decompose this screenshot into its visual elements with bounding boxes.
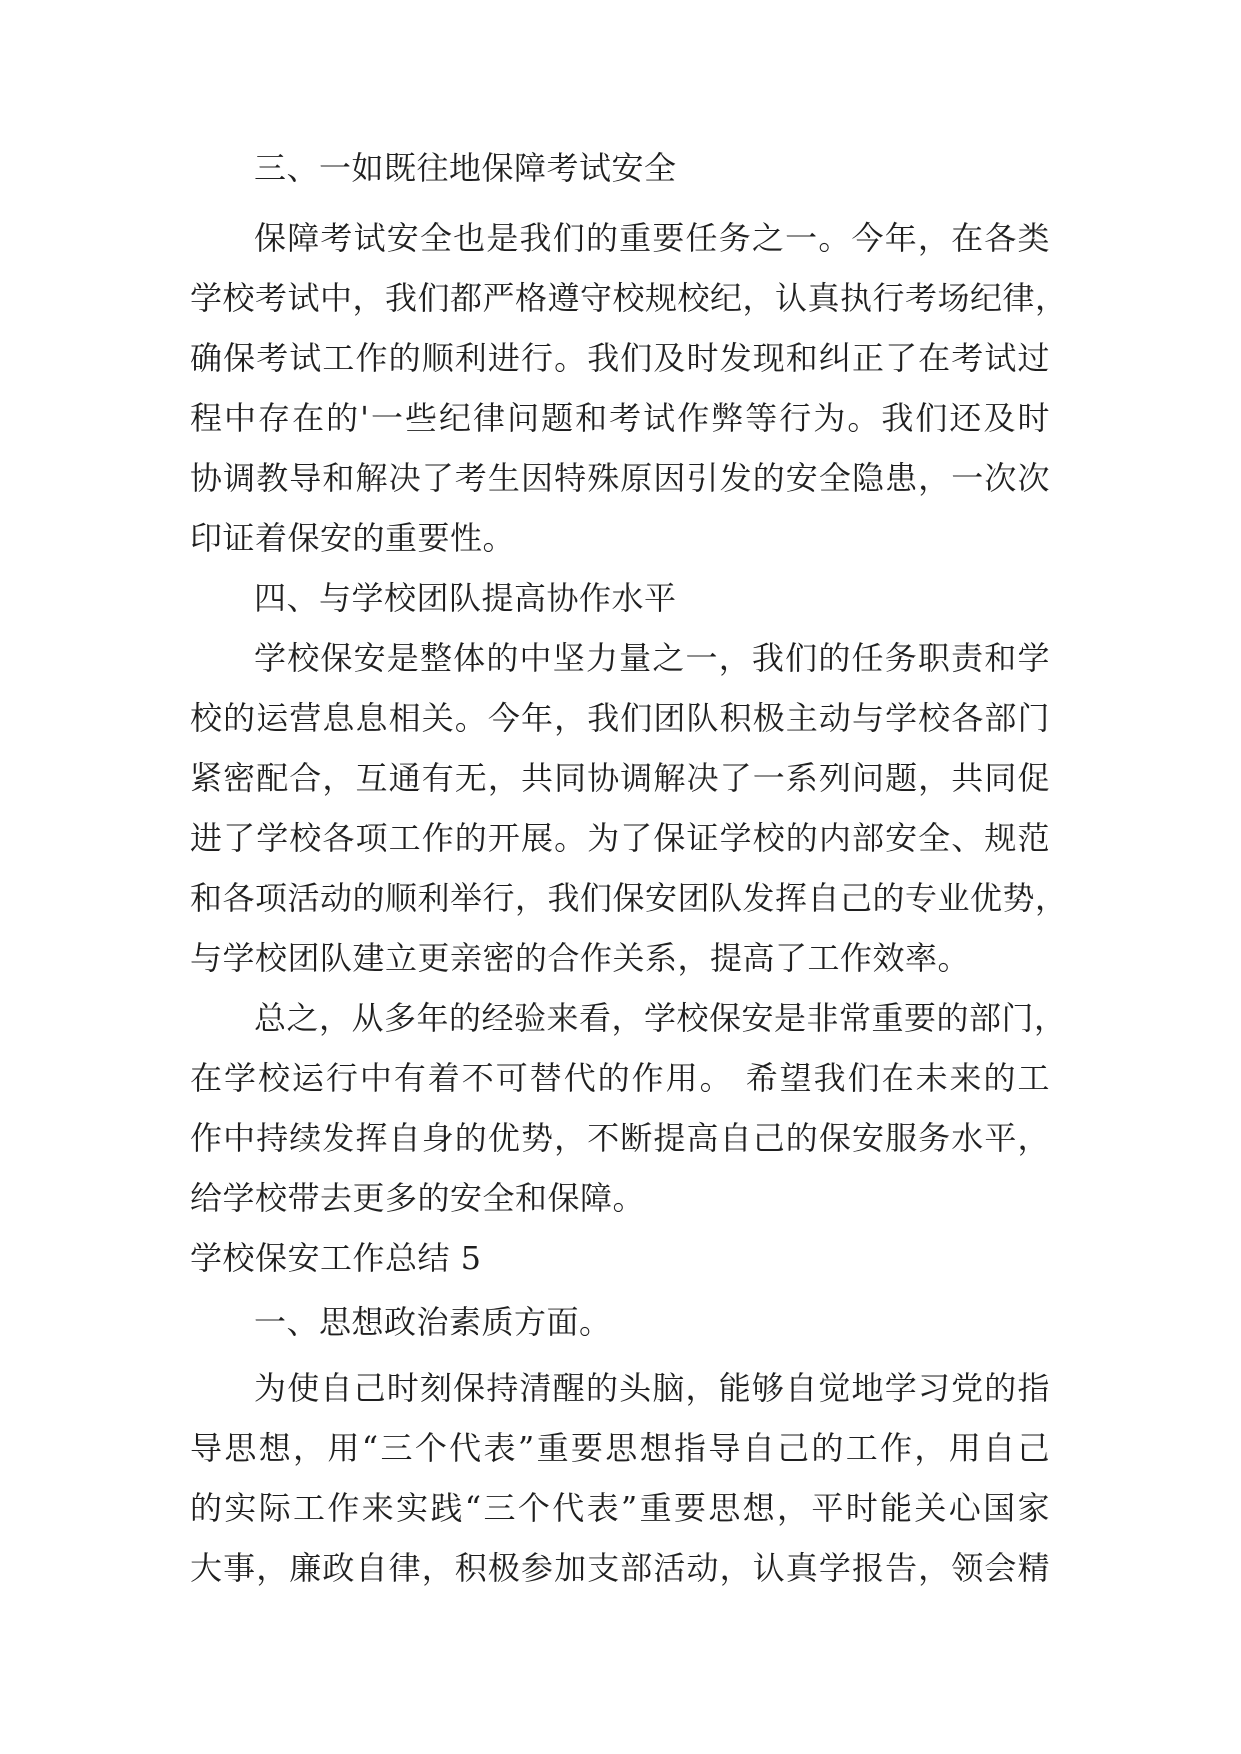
paragraph-line: 学校保安是整体的中坚力量之一，我们的任务职责和学: [254, 639, 1050, 677]
paragraph-line: 为使自己时刻保持清醒的头脑，能够自觉地学习党的指: [254, 1369, 1050, 1407]
paragraph-line: 紧密配合，互通有无，共同协调解决了一系列问题，共同促: [190, 759, 1050, 797]
paragraph-line: 校的运营息息相关。今年，我们团队积极主动与学校各部门: [190, 699, 1050, 737]
paragraph-line: 协调教导和解决了考生因特殊原因引发的安全隐患，一次次: [190, 459, 1050, 497]
section-heading: 四、与学校团队提高协作水平: [254, 579, 677, 617]
section-heading: 一、思想政治素质方面。: [254, 1303, 612, 1341]
paragraph-line: 进了学校各项工作的开展。为了保证学校的内部安全、规范: [190, 819, 1050, 857]
paragraph-line: 印证着保安的重要性。: [190, 519, 516, 557]
paragraph-line: 的实际工作来实践“三个代表”重要思想，平时能关心国家: [190, 1489, 1050, 1527]
section-heading: 三、一如既往地保障考试安全: [254, 149, 677, 187]
paragraph-line: 大事，廉政自律，积极参加支部活动，认真学报告，领会精: [190, 1549, 1050, 1587]
paragraph-line: 作中持续发挥自身的优势，不断提高自己的保安服务水平，: [190, 1119, 1050, 1157]
paragraph-line: 学校考试中，我们都严格遵守校规校纪，认真执行考场纪律，: [190, 279, 1068, 317]
paragraph-line: 导思想，用“三个代表”重要思想指导自己的工作，用自己: [190, 1429, 1050, 1467]
paragraph-line: 保障考试安全也是我们的重要任务之一。今年，在各类: [254, 219, 1050, 257]
paragraph-line: 在学校运行中有着不可替代的作用。 希望我们在未来的工: [190, 1059, 1050, 1097]
paragraph-line: 与学校团队建立更亲密的合作关系，提高了工作效率。: [190, 939, 971, 977]
paragraph-line: 确保考试工作的顺利进行。我们及时发现和纠正了在考试过: [190, 339, 1050, 377]
paragraph-line: 给学校带去更多的安全和保障。: [190, 1179, 646, 1217]
paragraph-line: 程中存在的'一些纪律问题和考试作弊等行为。我们还及时: [190, 399, 1050, 437]
document-title: 学校保安工作总结 5: [190, 1239, 482, 1277]
paragraph-line: 和各项活动的顺利举行，我们保安团队发挥自己的专业优势，: [190, 879, 1068, 917]
paragraph-line: 总之，从多年的经验来看，学校保安是非常重要的部门，: [254, 999, 1067, 1037]
